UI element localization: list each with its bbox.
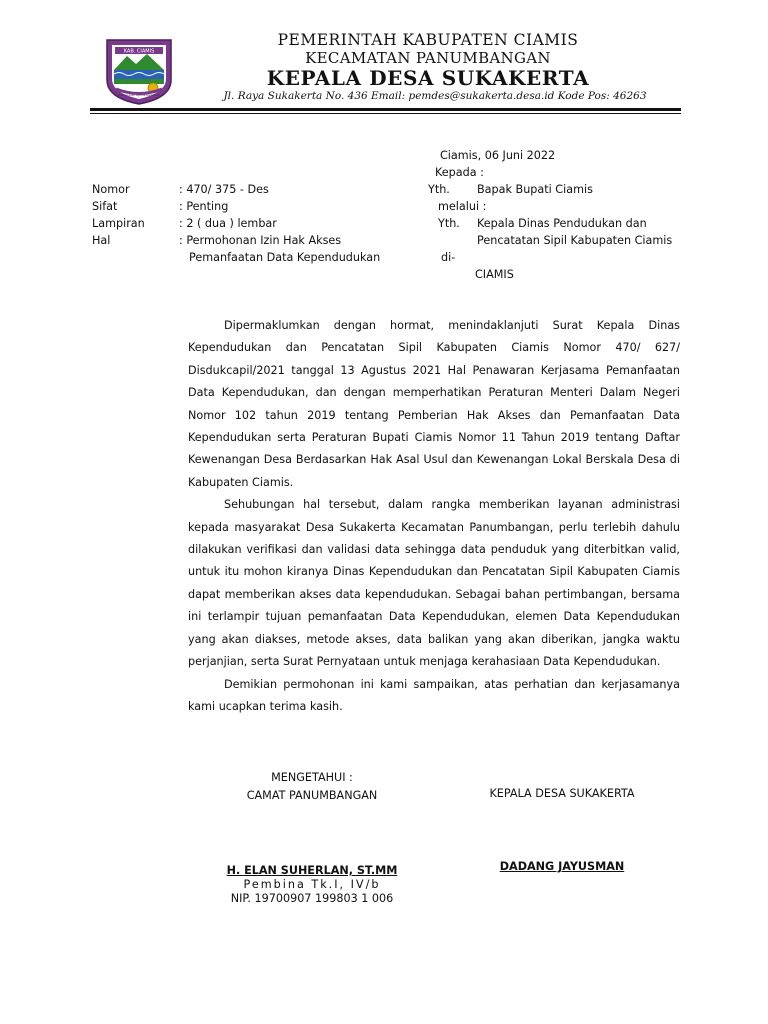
logo-label: KAB. CIAMIS <box>123 48 155 55</box>
hal-value-line-1: : Permohonan Izin Hak Akses <box>179 234 342 247</box>
nomor-value: : 470/ 375 - Des <box>179 183 269 196</box>
di-label: di- <box>441 251 456 264</box>
left-signatory-rank: Pembina Tk.I, IV/b <box>243 878 381 891</box>
recipient-1: Bapak Bupati Ciamis <box>477 183 593 196</box>
recipient-city: CIAMIS <box>475 268 514 281</box>
body-paragraph-2: Sehubungan hal tersebut, dalam rangka memberikan layanan administrasi kepada masyarakat Desa Sukakerta Kecamatan Panumbangan, perlu terlebih dahulu dilakukan verifikasi dan validasi data sehingga data penduduk yang diterbitkan valid, untuk itu mohon kiranya Dinas Kependudukan dan Pencatatan Sipil Kabupaten Ciamis dapat memberikan akses data kependudukan. Sebagai bahan pertimbangan, bersama ini terlampir tujuan pemanfaatan Data Kependudukan, elemen Data Kependudukan yang akan diakses, metode akses, data balikan yang akan diberikan, jangka waktu perjanjian, serta Surat Pernyataan untuk menjaga kerahasiaan Data Kependudukan. <box>188 498 680 669</box>
left-signatory-nip: NIP. 19700907 199803 1 006 <box>230 892 394 905</box>
yth-label-2: Yth. <box>438 217 460 230</box>
hal-value-line-2: Pemanfaatan Data Kependudukan <box>189 251 381 264</box>
melalui-label: melalui : <box>438 200 487 213</box>
letterhead-rule-thin <box>90 113 681 114</box>
letterhead-rule-thick <box>90 108 681 111</box>
lampiran-value: : 2 ( dua ) lembar <box>179 217 277 230</box>
recipient-2-line-2: Pencatatan Sipil Kabupaten Ciamis <box>477 234 673 247</box>
letterhead-government: PEMERINTAH KABUPATEN CIAMIS <box>277 31 579 49</box>
left-signatory-name: H. ELAN SUHERLAN, ST.MM <box>226 864 398 877</box>
kepada-label: Kepada : <box>435 166 484 179</box>
sifat-label: Sifat <box>92 200 118 213</box>
left-heading: MENGETAHUI : <box>271 771 353 784</box>
letterhead-district: KECAMATAN PANUMBANGAN <box>305 49 551 67</box>
lampiran-label: Lampiran <box>92 217 145 230</box>
right-signatory-name: DADANG JAYUSMAN <box>499 860 625 873</box>
body-paragraph-3: Demikian permohonan ini kami sampaikan, atas perhatian dan kerjasamanya kami ucapkan terima kasih. <box>188 677 680 713</box>
left-title: CAMAT PANUMBANGAN <box>246 789 378 802</box>
recipient-2-line-1: Kepala Dinas Pendudukan dan <box>477 217 647 230</box>
sifat-value: : Penting <box>179 200 229 213</box>
logo-motto: Mahayunan Ayuna Kadatuan <box>117 93 161 97</box>
letterhead-village-head: KEPALA DESA SUKAKERTA <box>266 66 590 90</box>
letter-body <box>188 315 680 718</box>
letterhead-address: Jl. Raya Sukakerta No. 436 Email: pemdes@sukakerta.desa.id Kode Pos: 46263 <box>223 90 647 102</box>
ciamis-regency-logo <box>103 36 175 106</box>
body-paragraph-1: Dipermaklumkan dengan hormat, menindaklanjuti Surat Kepala Dinas Kependudukan dan Pencatatan Sipil Kabupaten Ciamis Nomor 470/ 627/ Disdukcapil/2021 tanggal 13 Agustus 2021 Hal Penawaran Kerjasama Pemanfaatan Data Kependudukan, dan dengan memperhatikan Peraturan Menteri Dalam Negeri Nomor 102 tahun 2019 tentang Pemberian Hak Akses dan Pemanfaatan Data Kependudukan serta Peraturan Bupati Ciamis Nomor 11 Tahun 2019 tentang Daftar Kewenangan Desa Berdasarkan Hak Asal Usul dan Kewenangan Lokal Berskala Desa di Kabupaten Ciamis. <box>188 319 680 489</box>
right-title: KEPALA DESA SUKAKERTA <box>489 787 635 800</box>
hal-label: Hal <box>92 234 111 247</box>
yth-label-1: Yth. <box>428 183 450 196</box>
nomor-label: Nomor <box>92 183 130 196</box>
letter-date: Ciamis, 06 Juni 2022 <box>440 149 556 162</box>
